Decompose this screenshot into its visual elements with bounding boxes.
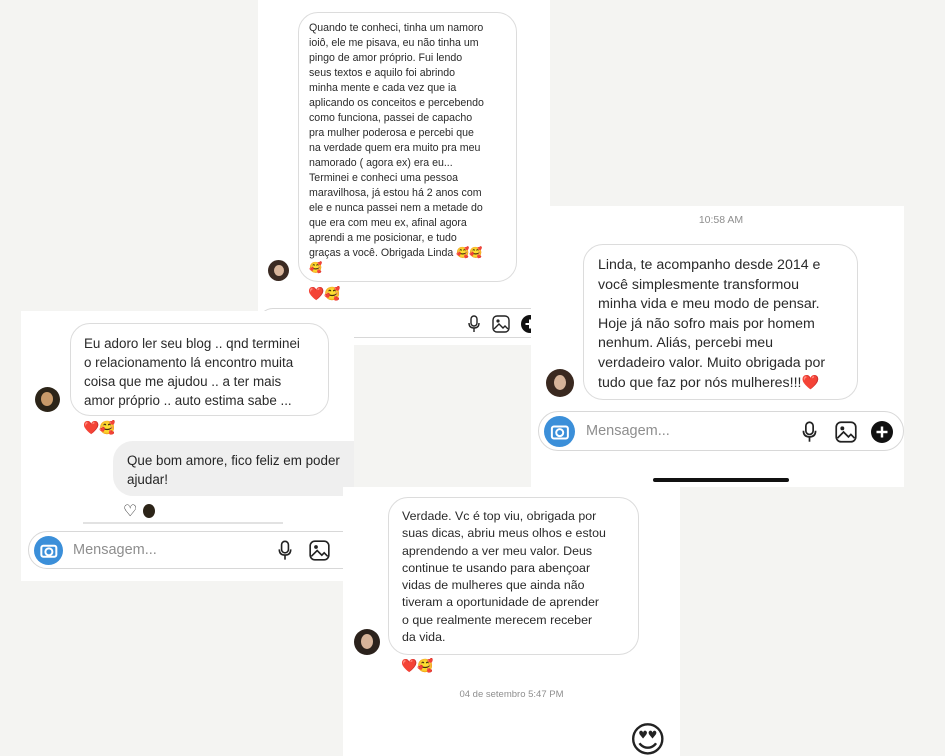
screenshot-top bbox=[258, 0, 550, 345]
camera-icon[interactable] bbox=[34, 536, 63, 565]
screenshot-left bbox=[21, 311, 354, 581]
message-bubble-received: Eu adoro ler seu blog .. qnd terminei o relacionamento lá encontro muita coisa que me ajudou .. a ter mais amor próprio .. auto estima sabe ... bbox=[70, 323, 329, 416]
microphone-icon[interactable] bbox=[277, 540, 293, 566]
message-composer[interactable] bbox=[28, 531, 354, 569]
heart-outline-icon: ♡ bbox=[123, 503, 138, 520]
composer-placeholder: Mensagem... bbox=[586, 423, 670, 439]
avatar bbox=[546, 369, 574, 397]
image-icon[interactable] bbox=[835, 421, 857, 448]
camera-icon[interactable] bbox=[544, 416, 575, 447]
divider bbox=[83, 522, 283, 524]
message-timestamp: 04 de setembro 5:47 PM bbox=[459, 689, 564, 700]
avatar bbox=[35, 387, 60, 412]
home-indicator bbox=[653, 478, 789, 482]
emoji-reply: 😍 bbox=[629, 719, 667, 756]
message-reactions: ❤️🥰 bbox=[401, 658, 434, 673]
avatar bbox=[268, 260, 289, 281]
microphone-icon[interactable] bbox=[467, 315, 481, 338]
screenshot-right bbox=[531, 206, 904, 487]
avatar bbox=[143, 504, 155, 518]
screenshot-bottom bbox=[343, 487, 680, 756]
message-bubble-sent: Que bom amore, fico feliz em poder ajudar! bbox=[113, 441, 354, 496]
plus-icon[interactable] bbox=[871, 421, 893, 448]
microphone-icon[interactable] bbox=[801, 421, 818, 448]
image-icon[interactable] bbox=[309, 540, 330, 566]
message-reactions bbox=[123, 502, 153, 519]
message-reactions: ❤️🥰 bbox=[308, 286, 341, 301]
message-reactions: ❤️🥰 bbox=[83, 420, 116, 435]
message-bubble-received: Quando te conheci, tinha um namoro ioiô, ele me pisava, eu não tinha um pingo de amor próprio. Fui lendo seus textos e aquilo foi abrindo minha mente e cada vez que ia aplicando os conceitos e percebendo como funciona, passei de capacho pra mulher poderosa e percebi que na verdade quem era muito pra meu namorado ( agora ex) era eu... Terminei e conheci uma pessoa maravilhosa, já estou há 2 anos com ele e nunca passei nem a metade do que era com meu ex, afinal agora aprendi a me posicionar, e tudo graças a você. Obrigada Linda 🥰🥰 🥰 bbox=[298, 12, 517, 282]
image-icon[interactable] bbox=[492, 315, 510, 338]
avatar bbox=[354, 629, 380, 655]
message-composer[interactable] bbox=[538, 411, 904, 451]
message-bubble-received: Linda, te acompanho desde 2014 e você simplesmente transformou minha vida e meu modo de pensar. Hoje já não sofro mais por homem nenhum. Aliás, percebi meu verdadeiro valor. Muito obrigada por tudo que faz por nós mulheres!!!❤️ bbox=[583, 244, 858, 400]
composer-placeholder: Mensagem... bbox=[73, 542, 157, 558]
message-timestamp: 10:58 AM bbox=[698, 214, 744, 226]
message-bubble-received: Verdade. Vc é top viu, obrigada por suas dicas, abriu meus olhos e estou aprendendo a ver meu valor. Deus continue te usando para abençoar vidas de mulheres que ainda não tiveram a oportunidade de aprender o que realmente merecem receber da vida. bbox=[388, 497, 639, 655]
